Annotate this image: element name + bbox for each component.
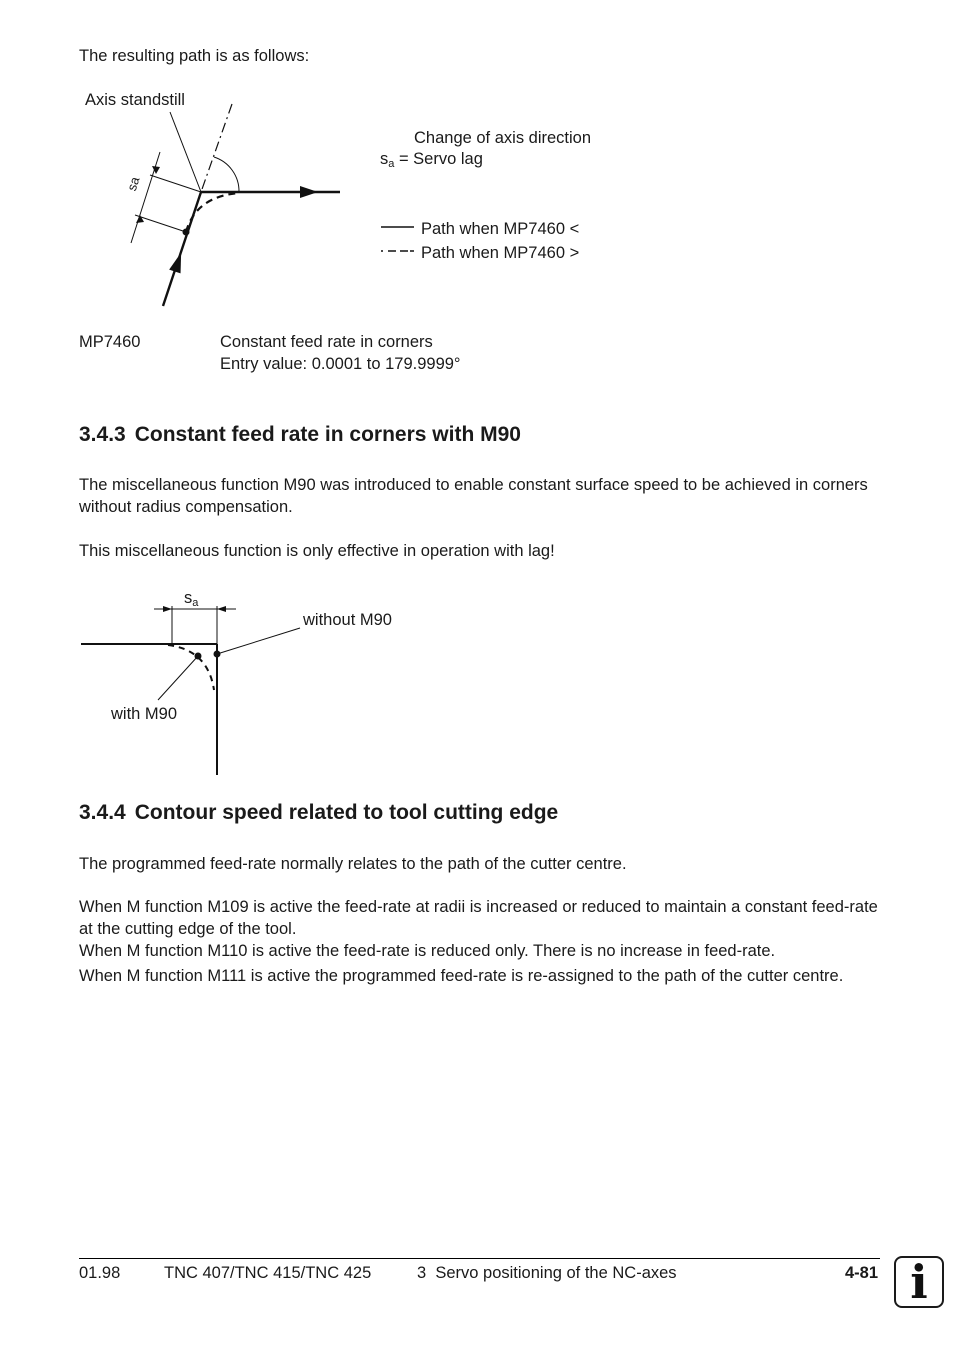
with-m90-leader — [158, 656, 198, 700]
m90-sa-label — [184, 587, 198, 614]
m90-sa-subscript: a — [192, 597, 199, 609]
axis-standstill-label: Axis standstill — [85, 91, 185, 109]
servo-lag-subscript: a — [388, 158, 395, 170]
param-name: MP7460 — [79, 333, 141, 351]
m90-sa-symbol: s — [184, 589, 193, 607]
info-icon: i — [894, 1256, 944, 1308]
intro-text: The resulting path is as follows: — [79, 47, 310, 65]
servo-lag-text: = Servo lag — [394, 150, 483, 168]
with-m90-label: with M90 — [111, 705, 178, 723]
legend-dashed-label: Path when MP7460 > — [421, 244, 580, 262]
section-344-para3: When M function M110 is active the feed-rate is reduced only. There is no increase in feed-rate. — [79, 942, 776, 960]
legend-solid-label: Path when MP7460 < — [421, 220, 580, 238]
without-m90-leader — [217, 628, 300, 654]
sa-arrow-left-icon — [163, 606, 172, 612]
change-direction-label: Change of axis direction — [414, 129, 592, 147]
sa-arrow-right-icon — [217, 606, 226, 612]
section-344-para1: The programmed feed-rate normally relates to the path of the cutter centre. — [79, 855, 627, 873]
footer-date: 01.98 — [79, 1264, 121, 1282]
footer-page-number: 4-81 — [845, 1264, 879, 1282]
servo-lag-symbol: s — [380, 150, 389, 168]
section-343-para2: This miscellaneous function is only effective in operation with lag! — [79, 542, 555, 560]
section-344-heading — [79, 801, 558, 825]
section-343-title: Constant feed rate in corners with M90 — [134, 423, 521, 446]
param-entry: Entry value: 0.0001 to 179.9999° — [220, 355, 461, 373]
sa-rotated-label: sa — [124, 174, 143, 193]
footer-rule — [79, 1258, 880, 1259]
section-343-para1: The miscellaneous function M90 was introduced to enable constant surface speed to be achieved in corners without radius compensation. — [79, 476, 868, 516]
footer-chapter: 3 Servo positioning of the NC-axes — [417, 1264, 677, 1282]
section-344-title: Contour speed related to tool cutting edge — [134, 801, 559, 824]
section-344-para2: When M function M109 is active the feed-rate at radii is increased or reduced to maintain a constant feed-rate at the cutting edge of the tool. — [79, 898, 878, 938]
without-m90-label: without M90 — [303, 611, 392, 629]
m90-dashed-corner — [168, 645, 214, 690]
param-description: Constant feed rate in corners — [220, 333, 433, 351]
section-344-number: 3.4.4 — [79, 801, 126, 824]
section-343-number: 3.4.3 — [79, 423, 126, 446]
section-344-para4: When M function M111 is active the programmed feed-rate is re-assigned to the path of the cutter centre. — [79, 967, 844, 985]
footer-models: TNC 407/TNC 415/TNC 425 — [164, 1264, 372, 1282]
